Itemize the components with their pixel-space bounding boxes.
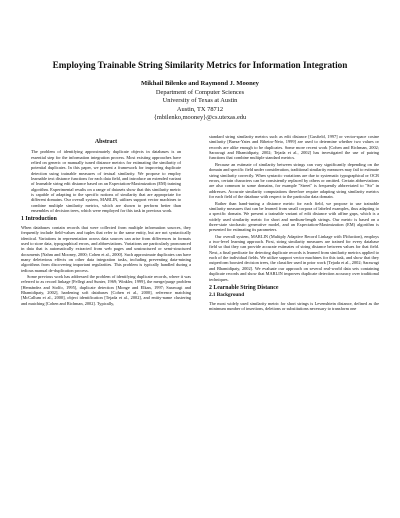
intro-paragraph-1: When databases contain records that were collected from multiple information sources, they frequently include field-values and tuples that refer to the same entity, but are not syntactically identical. Variations in representation across data sources can arise from differences in formats used to store data, typographical errors, and abbreviations. Variations are particularly pronounced in data that is automatically extracted from web pages and unstructured or semi-structured documents [Nahm and Mooney, 2000; Cohen et al., 2000]. Such approximate duplicates can have many deleterious effects on other data integration tasks, including preventing data-mining algorithms from discovering important regularities. This problem is typically handled during a tedious manual de-duplication process. — [21, 224, 191, 273]
intro-paragraph-6: Our overall system, MARLIN (Multiply Adaptive Record Linkage with INduction), employs a two-level learning approach. First, string similarity measures are trained for every database field so that they can provide accurate estimates of string distance between values for that field. Next, a final predicate for detecting duplicate records is learned from similarity metrics applied to each of the individual fields. We utilize support vector machines for this task, and show that they outperform boosted decision trees, the classifier used in prior work [Tejada et al., 2002; Sarawagi and Bhamidipaty, 2002]. We evaluate our approach on several real-world data sets containing duplicate records and show that MARLIN improves duplicate detection accuracy over traditional techniques. — [209, 233, 379, 282]
abstract-heading: Abstract — [94, 139, 118, 145]
affiliation-department: Department of Computer Sciences — [155, 89, 245, 96]
right-column — [209, 134, 379, 312]
intro-paragraph-3: standard string similarity metrics such as edit distance [Gusfield, 1997] or vector-space cosine similarity [Baeza-Yates and Ribeiro-Neto, 1999] are used to determine whether two values or records are alike enough to be duplicates. Some more recent work [Cohen and Richman, 2002; Sarawagi and Bhamidipaty, 2002; Tejada et al., 2002] has investigated the use of pairing functions that combine multiple standard metrics. — [209, 134, 379, 161]
left-column — [21, 140, 191, 307]
intro-paragraph-4: Because an estimate of similarity between strings can vary significantly depending on the domain and specific field under consideration, traditional similarity measures may fail to estimate string similarity correctly. When syntactic variations are due to systematic typographical or OCR errors, certain characters can be consistently replaced by others or omitted. Certain abbreviations are also common to some domains, for example "Street" is frequently abbreviated to "Str" in addresses. Accurate similarity computations therefore require adapting string similarity metrics for each field of the database with respect to the particular data domain. — [209, 161, 379, 199]
section-2-heading: 2 Learnable String Distance — [209, 284, 279, 291]
affiliation-block — [20, 89, 380, 122]
affiliation-city: Austin, TX 78712 — [176, 105, 224, 113]
intro-paragraph-2: Some previous work has addressed the problem of identifying duplicate records, where it was referred to as record linkage [Fellegi and Sunter, 1969; Winkler, 1999], the merge/purge problem [Hernández and Stolfo, 1995], duplicate detection [Monge and Elkan, 1997; Sarawagi and Bhamidipaty, 2002], hardening soft databases [Cohen et al., 2000], reference matching [McCallum et al., 2000], object identification [Tejada et al., 2002], and entity-name clustering and matching [Cohen and Richman, 2002]. Typically, — [21, 274, 191, 306]
affiliation-university: University of Texas at Austin — [162, 97, 238, 105]
abstract-text: The problem of identifying approximately duplicate objects in databases is an essential step for the information integration process. Most existing approaches have relied on generic or manually tuned distance metrics for estimating the similarity of potential duplicates. In this paper, we present a framework for improving duplicate detection using trainable measures of textual similarity. We propose to employ learnable text distance functions for each data field, and introduce an extended variant of learnable string edit distance based on an Expectation-Maximization (EM) training algorithm. Experimental results on a range of datasets show that this similarity metric is capable of adapting to the specific notions of similarity that are appropriate for different domains. Our overall system, MARLIN, utilizes support vector machines to combine multiple similarity metrics, which are shown to perform better than ensembles of decision trees, which were employed for this task in previous work. — [31, 149, 181, 214]
section-1-heading: 1 Introduction — [21, 216, 57, 223]
background-paragraph-1: The most widely used similarity metric for short strings is Levenshtein distance, defined as the minimum number of insertions, deletions or substitutions necessary to transform one — [209, 300, 379, 311]
affiliation-email: {mbilenko,mooney}@cs.utexas.edu — [153, 113, 247, 121]
paper-title: Employing Trainable String Similarity Metrics for Information Integration — [52, 60, 348, 70]
subsection-2-1-heading: 2.1 Background — [209, 292, 245, 299]
intro-paragraph-5: Rather than hand-tuning a distance metric for each field, we propose to use trainable similarity measures that can be learned from small corpora of labeled examples, thus adapting to a specific domain. We present a trainable variant of edit distance with affine gaps, which is a widely used similarity metric for short and medium-length strings. Our metric is based on a three-state stochastic generative model, and an Expectation-Maximization (EM) algorithm is presented for estimating its parameters. — [209, 200, 379, 233]
paper-authors: Mikhail Bilenko and Raymond J. Mooney — [141, 80, 259, 87]
